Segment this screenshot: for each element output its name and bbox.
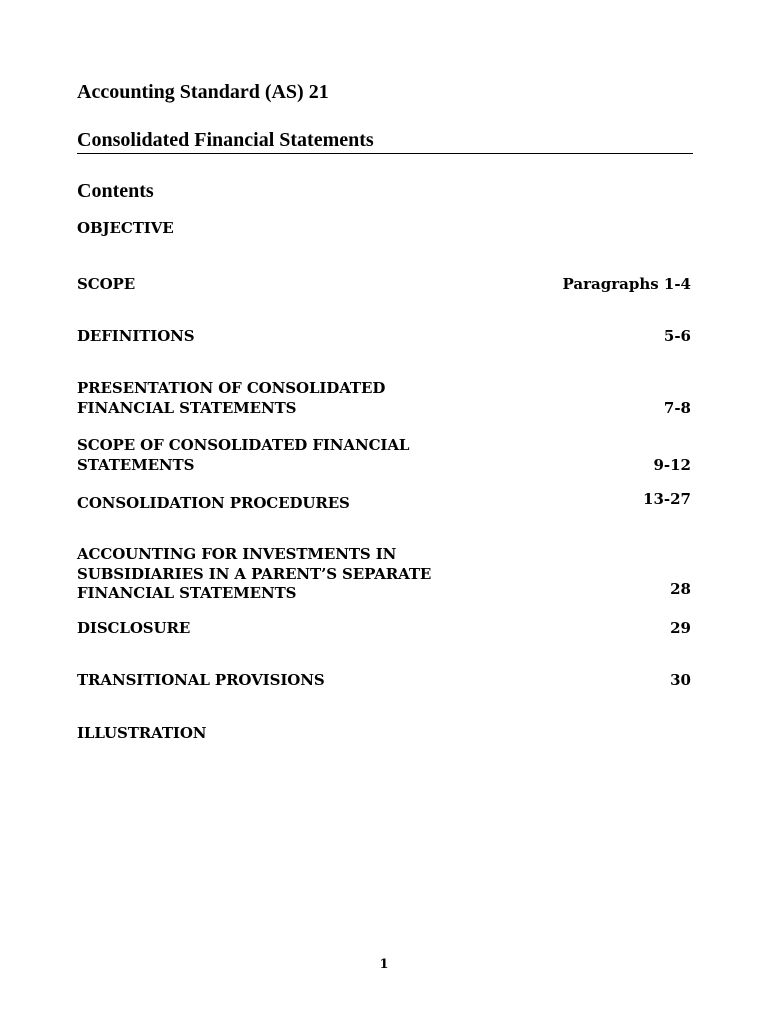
toc-consolidation-label: CONSOLIDATION PROCEDURES [77, 494, 350, 512]
toc-investments-paragraphs: 28 [670, 580, 691, 598]
toc-scope-cfs-label-line2: STATEMENTS [77, 456, 195, 474]
contents-heading: Contents [77, 180, 154, 202]
toc-definitions-label: DEFINITIONS [77, 327, 195, 345]
toc-disclosure-paragraphs: 29 [670, 619, 691, 637]
toc-scope-cfs-label-line1: SCOPE OF CONSOLIDATED FINANCIAL [77, 436, 410, 454]
toc-investments-label-line2: SUBSIDIARIES IN A PARENT’S SEPARATE [77, 565, 432, 583]
page-title: Consolidated Financial Statements [77, 129, 374, 151]
toc-illustration-label: ILLUSTRATION [77, 724, 207, 742]
toc-transitional-label: TRANSITIONAL PROVISIONS [77, 671, 325, 689]
toc-investments-label-line1: ACCOUNTING FOR INVESTMENTS IN [77, 545, 397, 563]
toc-scope-label: SCOPE [77, 275, 136, 293]
toc-presentation-paragraphs: 7-8 [663, 399, 691, 417]
toc-definitions-paragraphs: 5-6 [663, 327, 691, 345]
toc-consolidation-paragraphs: 13-27 [643, 490, 691, 508]
toc-transitional-paragraphs: 30 [670, 671, 691, 689]
standard-title: Accounting Standard (AS) 21 [77, 81, 329, 103]
toc-disclosure-label: DISCLOSURE [77, 619, 191, 637]
toc-presentation-label-line2: FINANCIAL STATEMENTS [77, 399, 297, 417]
toc-objective-label: OBJECTIVE [77, 219, 174, 237]
toc-scope-cfs-paragraphs: 9-12 [653, 456, 691, 474]
toc-investments-label-line3: FINANCIAL STATEMENTS [77, 584, 297, 602]
toc-presentation-label-line1: PRESENTATION OF CONSOLIDATED [77, 379, 386, 397]
title-divider [77, 153, 693, 154]
page-number: 1 [379, 957, 389, 972]
toc-scope-paragraphs: Paragraphs 1-4 [562, 275, 691, 293]
